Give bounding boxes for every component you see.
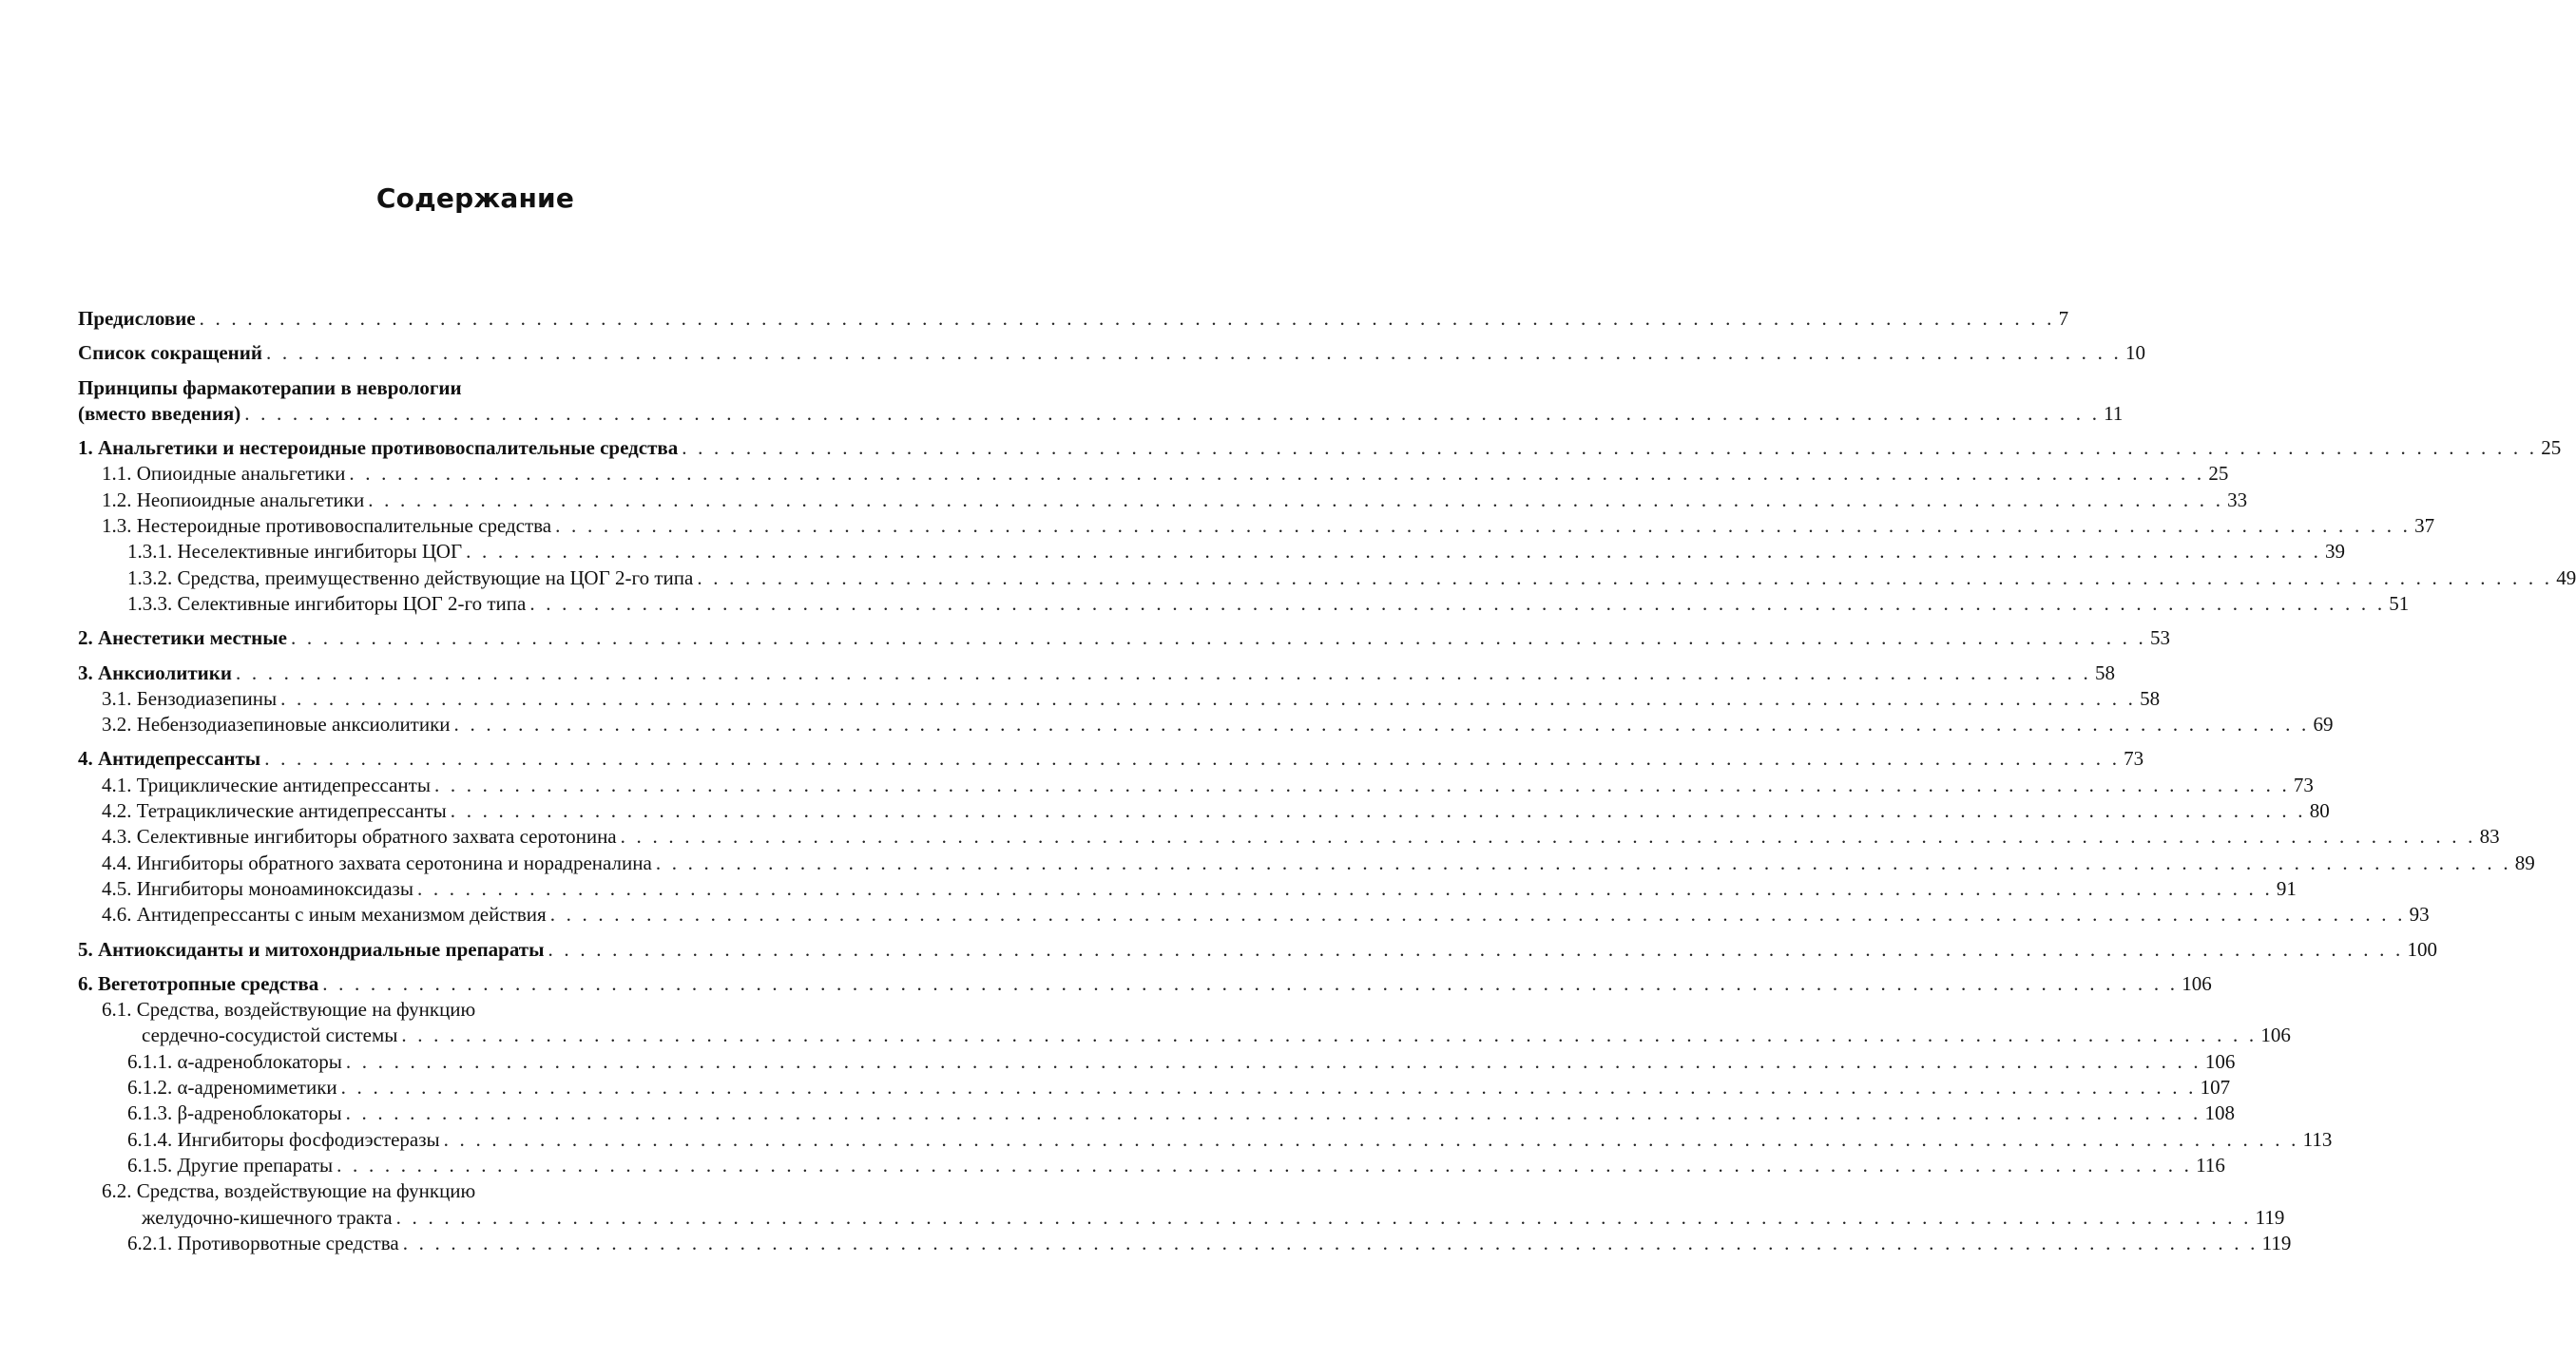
- toc-page-number: 39: [2325, 540, 2346, 564]
- toc-entry-title: 6.1.1. α-адреноблокаторы: [127, 1049, 342, 1073]
- toc-dot-leader: [529, 591, 2385, 617]
- toc-entry-section-6-1-3[interactable]: [78, 1101, 2236, 1126]
- toc-entry-title: 1.3.1. Неселективные ингибиторы ЦОГ: [127, 540, 463, 564]
- toc-page-number: 91: [2276, 876, 2297, 900]
- toc-entry-section-6-2-line1[interactable]: [78, 1178, 871, 1204]
- toc-entry-title: 1.2. Неопиоидные анальгетики: [102, 488, 365, 511]
- toc-dot-leader: [236, 660, 2091, 686]
- toc-entry-section-1-3-3[interactable]: [78, 591, 2410, 617]
- toc-entry-title: 1.1. Опиоидные анальгетики: [102, 462, 346, 486]
- toc-page-number: 106: [2204, 1049, 2236, 1073]
- toc-entry-title: 1.3.3. Селективные ингибиторы ЦОГ 2-го типа: [127, 591, 527, 615]
- toc-dot-leader: [434, 773, 2290, 798]
- toc-dot-leader: [368, 488, 2223, 513]
- toc-entry-title: 3.2. Небензодиазепиновые анксиолитики: [102, 713, 451, 737]
- toc-entry-title: 6.1.4. Ингибиторы фосфодиэстеразы: [127, 1127, 440, 1151]
- toc-entry-title: 4.6. Антидепрессанты с иным механизмом действия: [102, 903, 547, 927]
- toc-dot-leader: [417, 876, 2273, 902]
- toc-dot-leader: [548, 937, 2404, 963]
- toc-page-number: 83: [2479, 825, 2500, 849]
- toc-entry-section-6-1-1[interactable]: [78, 1049, 2236, 1075]
- toc-entry-title: 2. Анестетики местные: [78, 626, 287, 650]
- toc-entry-section-1-1[interactable]: [78, 461, 2229, 487]
- toc-page-number: 49: [2556, 565, 2576, 589]
- toc-page-number: 113: [2302, 1127, 2333, 1151]
- toc-entry-title: 6.1. Средства, воздействующие на функцию: [102, 998, 476, 1022]
- page-title: Содержание: [375, 182, 575, 214]
- toc-entry-section-6-1-line2[interactable]: [78, 1023, 2291, 1048]
- toc-page-number: 89: [2514, 851, 2535, 874]
- toc-entry-chapter-6[interactable]: [78, 971, 2212, 997]
- toc-dot-leader: [621, 824, 2476, 850]
- toc-entry-title: Принципы фармакотерапии в неврологии: [78, 375, 462, 399]
- toc-dot-leader: [454, 712, 2310, 737]
- toc-dot-leader: [322, 971, 2178, 997]
- toc-dot-leader: [444, 1127, 2299, 1153]
- toc-entry-section-4-2[interactable]: [78, 798, 2330, 824]
- toc-dot-leader: [341, 1075, 2197, 1101]
- toc-entry-title: 4.5. Ингибиторы моноаминоксидазы: [102, 876, 413, 900]
- toc-entry-title: сердечно-сосудистой системы: [142, 1024, 398, 1047]
- toc-dot-leader: [291, 625, 2146, 651]
- toc-page-number: 73: [2124, 747, 2144, 771]
- toc-entry-section-4-5[interactable]: [78, 876, 2297, 902]
- toc-entry-section-6-2-line2[interactable]: [78, 1205, 2285, 1231]
- toc-entry-title: 4.3. Селективные ингибиторы обратного захвата серотонина: [102, 825, 617, 849]
- toc-page-number: 107: [2200, 1076, 2231, 1100]
- toc-dot-leader: [396, 1205, 2252, 1231]
- toc-entry-chapter-1[interactable]: [78, 435, 2562, 461]
- toc-page-number: 100: [2407, 937, 2437, 961]
- toc-entry-chapter-3[interactable]: [78, 660, 2115, 686]
- toc-dot-leader: [401, 1023, 2257, 1048]
- toc-dot-leader: [244, 401, 2100, 427]
- toc-page-number: 119: [2255, 1205, 2285, 1229]
- toc-page-number: 51: [2389, 591, 2410, 615]
- toc-entry-title: 5. Антиоксиданты и митохондриальные препараты: [78, 937, 545, 961]
- toc-entry-section-4-1[interactable]: [78, 773, 2314, 798]
- toc-entry-section-1-3-2[interactable]: [78, 565, 2576, 591]
- toc-entry-section-1-2[interactable]: [78, 488, 2248, 513]
- toc-entry-title: Предисловие: [78, 307, 196, 330]
- toc-entry-preface[interactable]: [78, 306, 2069, 332]
- toc-entry-section-4-6[interactable]: [78, 902, 2430, 928]
- toc-page-number: 33: [2227, 488, 2248, 511]
- toc-dot-leader: [466, 539, 2321, 565]
- toc-entry-abbreviations[interactable]: [78, 340, 2145, 366]
- toc-entry-title: 1.3.2. Средства, преимущественно действующие на ЦОГ 2-го типа: [127, 565, 694, 589]
- toc-entry-title: Список сокращений: [78, 341, 262, 365]
- toc-page-number: 10: [2124, 341, 2145, 365]
- toc-dot-leader: [200, 306, 2055, 332]
- toc-entry-title: 3.1. Бензодиазепины: [102, 686, 278, 710]
- toc-entry-section-6-1-4[interactable]: [78, 1127, 2333, 1153]
- toc-page-number: 108: [2204, 1101, 2236, 1125]
- toc-entry-title: 1. Анальгетики и нестероидные противовоспалительные средства: [78, 436, 679, 460]
- toc-entry-title: (вместо введения): [78, 401, 241, 425]
- table-of-contents: [78, 306, 2576, 1256]
- toc-page-number: 93: [2409, 903, 2430, 927]
- toc-entry-title: 6.1.2. α-адреномиметики: [127, 1076, 337, 1100]
- toc-entry-title: 4.4. Ингибиторы обратного захвата серотонина и норадреналина: [102, 851, 652, 874]
- toc-entry-title: 6.1.5. Другие препараты: [127, 1153, 334, 1177]
- toc-entry-title: 4.2. Тетрациклические антидепрессанты: [102, 799, 447, 823]
- toc-entry-principles-line2[interactable]: [78, 401, 2124, 427]
- toc-entry-chapter-2[interactable]: [78, 625, 2170, 651]
- toc-dot-leader: [656, 851, 2511, 876]
- toc-entry-section-3-2[interactable]: [78, 712, 2334, 737]
- toc-entry-title: 4.1. Трициклические антидепрессанты: [102, 773, 431, 796]
- toc-dot-leader: [336, 1153, 2192, 1178]
- toc-entry-title: желудочно-кишечного тракта: [142, 1205, 393, 1229]
- toc-page-number: 7: [2058, 307, 2069, 330]
- toc-dot-leader: [682, 435, 2537, 461]
- toc-entry-principles-line1[interactable]: [78, 375, 871, 401]
- toc-page-number: 53: [2149, 626, 2170, 650]
- toc-page-number: 116: [2196, 1153, 2225, 1177]
- toc-entry-title: 6. Вегетотропные средства: [78, 971, 319, 995]
- toc-entry-section-6-1-line1[interactable]: [78, 997, 871, 1023]
- toc-entry-section-3-1[interactable]: [78, 686, 2161, 712]
- toc-dot-leader: [346, 1049, 2201, 1075]
- toc-page-number: 58: [2094, 660, 2115, 684]
- toc-page-number: 73: [2293, 773, 2314, 796]
- toc-entry-title: 1.3. Нестероидные противовоспалительные средства: [102, 514, 552, 538]
- toc-page-number: 25: [2541, 436, 2562, 460]
- toc-entry-section-1-3[interactable]: [78, 513, 2435, 539]
- toc-entry-section-4-3[interactable]: [78, 824, 2500, 850]
- toc-entry-section-6-1-2[interactable]: [78, 1075, 2231, 1101]
- toc-entry-chapter-4[interactable]: [78, 746, 2144, 772]
- toc-dot-leader: [451, 798, 2306, 824]
- toc-page-number: 58: [2140, 686, 2161, 710]
- toc-entry-section-4-4[interactable]: [78, 851, 2535, 876]
- toc-page-number: 106: [2260, 1024, 2291, 1047]
- toc-dot-leader: [264, 746, 2120, 772]
- toc-page-number: 119: [2261, 1231, 2292, 1254]
- toc-entry-title: 6.1.3. β-адреноблокаторы: [127, 1101, 342, 1125]
- toc-dot-leader: [280, 686, 2136, 712]
- toc-dot-leader: [403, 1231, 2259, 1256]
- toc-page-number: 106: [2182, 971, 2212, 995]
- toc-page-number: 11: [2104, 401, 2124, 425]
- toc-dot-leader: [555, 513, 2411, 539]
- toc-entry-section-6-2-1[interactable]: [78, 1231, 2292, 1256]
- toc-dot-leader: [266, 340, 2122, 366]
- toc-page-number: 69: [2313, 713, 2334, 737]
- toc-entry-title: 6.2. Средства, воздействующие на функцию: [102, 1179, 476, 1203]
- toc-page-number: 25: [2208, 462, 2229, 486]
- toc-entry-title: 3. Анксиолитики: [78, 660, 232, 684]
- toc-dot-leader: [346, 1101, 2201, 1126]
- toc-page-number: 80: [2309, 799, 2330, 823]
- toc-entry-section-1-3-1[interactable]: [78, 539, 2346, 565]
- toc-page-number: 37: [2414, 514, 2435, 538]
- toc-dot-leader: [349, 461, 2204, 487]
- toc-entry-title: 6.2.1. Противорвотные средства: [127, 1231, 399, 1254]
- toc-dot-leader: [550, 902, 2406, 928]
- toc-dot-leader: [697, 565, 2552, 591]
- toc-entry-section-6-1-5[interactable]: [78, 1153, 2225, 1178]
- toc-entry-title: 4. Антидепрессанты: [78, 747, 261, 771]
- toc-entry-chapter-5[interactable]: [78, 937, 2437, 963]
